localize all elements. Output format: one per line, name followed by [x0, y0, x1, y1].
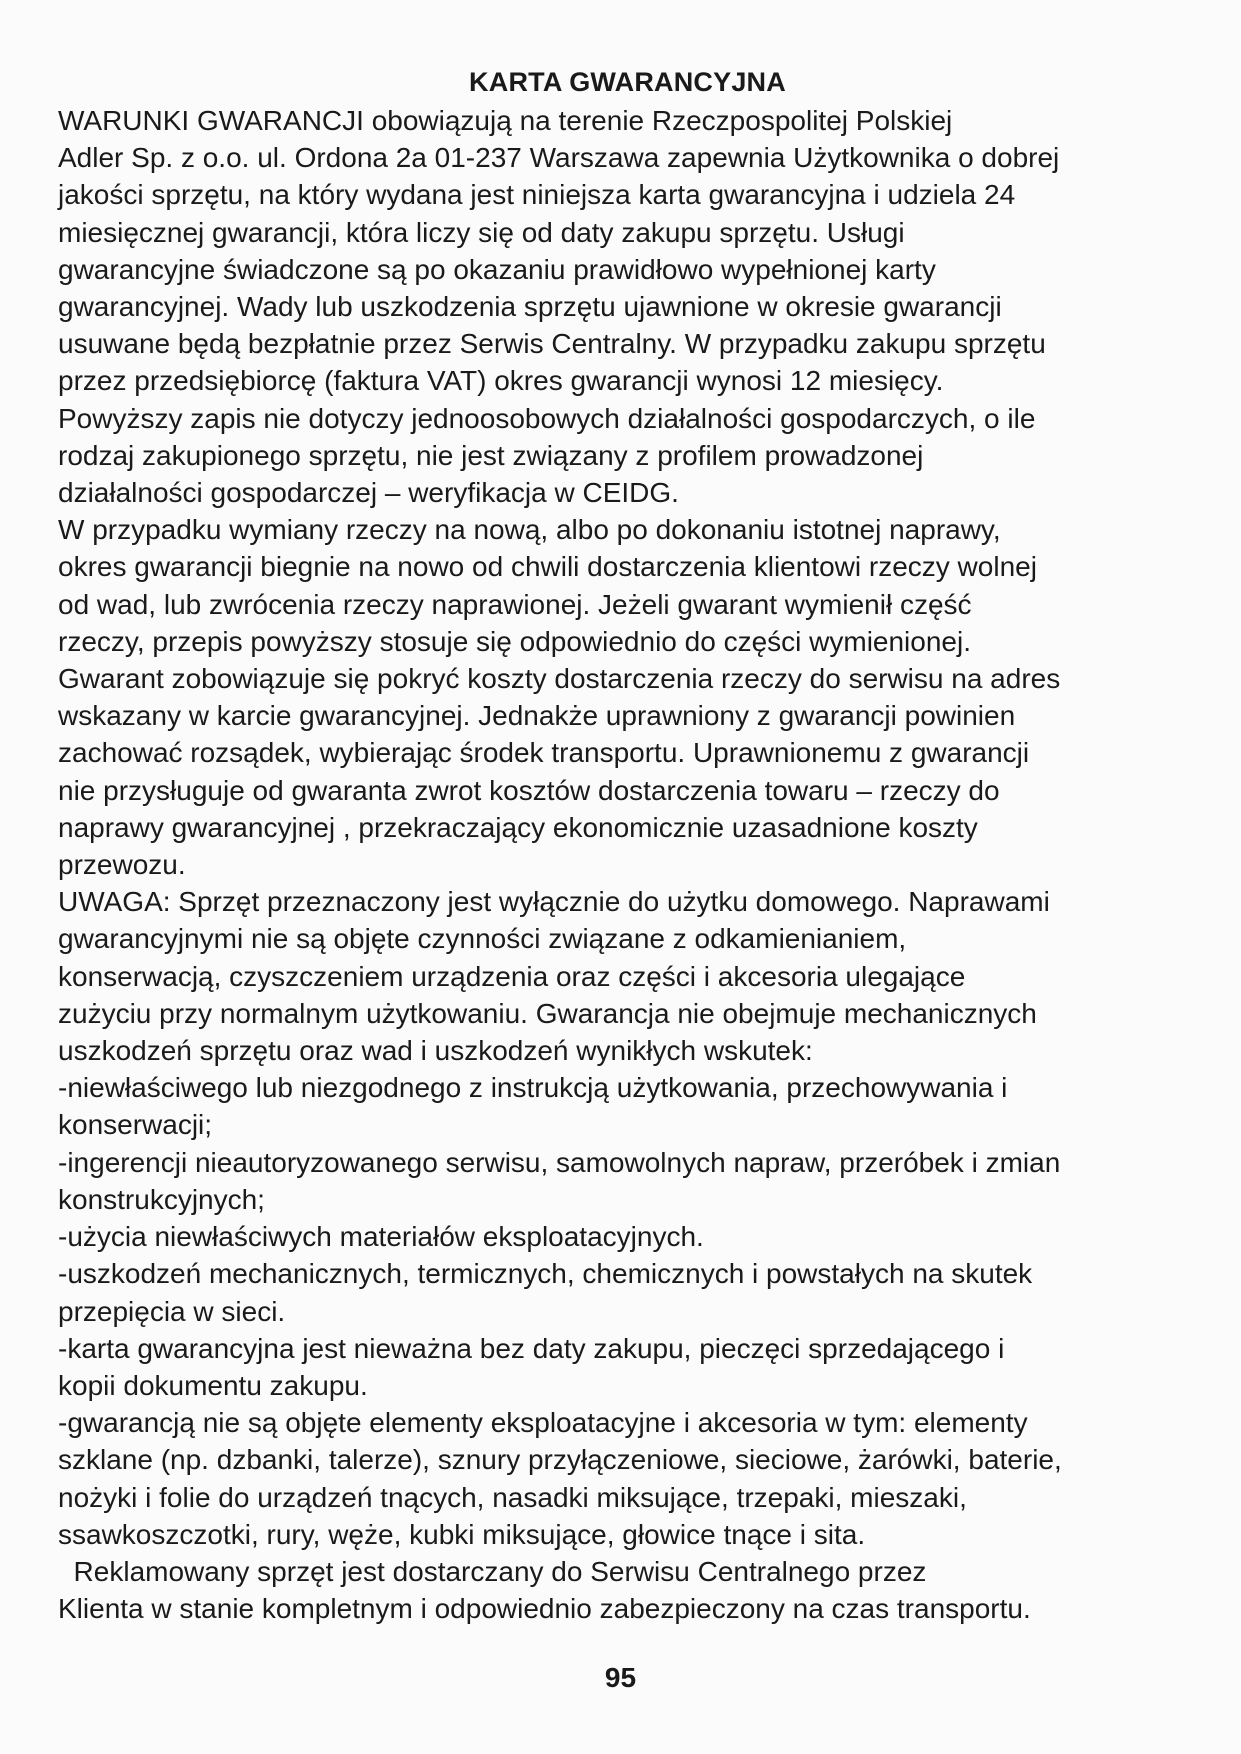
text-line: uszkodzeń sprzętu oraz wad i uszkodzeń wynikłych wskutek:	[58, 1035, 813, 1067]
text-line: gwarancyjnej. Wady lub uszkodzenia sprzętu ujawnione w okresie gwarancji	[58, 291, 1002, 323]
text-line: kopii dokumentu zakupu.	[58, 1369, 368, 1401]
text-line: UWAGA: Sprzęt przeznaczony jest wyłącznie do użytku domowego. Naprawami	[58, 886, 1050, 918]
text-line: miesięcznej gwarancji, która liczy się od daty zakupu sprzętu. Usługi	[58, 216, 905, 248]
text-line: nie przysługuje od gwaranta zwrot kosztów dostarczenia towaru – rzeczy do	[58, 774, 1000, 806]
text-line: rodzaj zakupionego sprzętu, nie jest związany z profilem prowadzonej	[58, 439, 924, 471]
text-line: -użycia niewłaściwych materiałów eksploatacyjnych.	[58, 1221, 704, 1253]
page-number: 95	[604, 1662, 637, 1693]
text-line: wskazany w karcie gwarancyjnej. Jednakże uprawniony z gwarancji powinien	[58, 700, 1016, 732]
text-line: usuwane będą bezpłatnie przez Serwis Centralny. W przypadku zakupu sprzętu	[58, 328, 1046, 360]
text-line: konserwacją, czyszczeniem urządzenia oraz części i akcesoria ulegające	[58, 960, 966, 992]
text-line: -gwarancją nie są objęte elementy eksploatacyjne i akcesoria w tym: elementy	[58, 1407, 1028, 1439]
text-line: zachować rozsądek, wybierając środek transportu. Uprawnionemu z gwarancji	[58, 737, 1030, 769]
text-line: Adler Sp. z o.o. ul. Ordona 2a 01-237 Warszawa zapewnia Użytkownika o dobrej	[58, 142, 1060, 174]
text-line: -niewłaściwego lub niezgodnego z instrukcją użytkowania, przechowywania i	[58, 1072, 1008, 1104]
text-line: naprawy gwarancyjnej , przekraczający ekonomicznie uzasadnione koszty	[58, 811, 978, 843]
text-line: zużyciu przy normalnym użytkowaniu. Gwarancja nie obejmuje mechanicznych	[58, 997, 1037, 1029]
text-line: Klienta w stanie kompletnym i odpowiednio zabezpieczony na czas transportu.	[58, 1593, 1031, 1625]
text-line: Gwarant zobowiązuje się pokryć koszty dostarczenia rzeczy do serwisu na adres	[58, 663, 1061, 695]
text-line: WARUNKI GWARANCJI obowiązują na terenie Rzeczpospolitej Polskiej	[58, 105, 953, 136]
text-line: W przypadku wymiany rzeczy na nową, albo po dokonaniu istotnej naprawy,	[58, 514, 1001, 546]
text-line: -uszkodzeń mechanicznych, termicznych, chemicznych i powstałych na skutek	[58, 1258, 1033, 1290]
warranty-text	[58, 102, 1193, 1627]
text-line: okres gwarancji biegnie na nowo od chwili dostarczenia klientowi rzeczy wolnej	[58, 551, 1037, 583]
text-line: konstrukcyjnych;	[58, 1183, 265, 1215]
text-line: działalności gospodarczej – weryfikacja w CEIDG.	[58, 477, 679, 509]
document-title: KARTA GWARANCYJNA	[469, 67, 786, 97]
text-line: jakości sprzętu, na który wydana jest niniejsza karta gwarancyjna i udziela 24	[58, 179, 1016, 211]
text-line: gwarancyjnymi nie są objęte czynności związane z odkamienianiem,	[58, 923, 907, 955]
text-line: szklane (np. dzbanki, talerze), sznury przyłączeniowe, sieciowe, żarówki, baterie,	[58, 1444, 1062, 1476]
text-line: konserwacji;	[58, 1109, 213, 1141]
text-line: -ingerencji nieautoryzowanego serwisu, samowolnych napraw, przeróbek i zmian	[58, 1146, 1061, 1178]
text-line: rzeczy, przepis powyższy stosuje się odpowiednio do części wymienionej.	[58, 625, 971, 657]
text-line: ssawkoszczotki, rury, węże, kubki miksujące, głowice tnące i sita.	[58, 1518, 866, 1550]
text-line: gwarancyjne świadczone są po okazaniu prawidłowo wypełnionej karty	[58, 253, 936, 285]
text-line: nożyki i folie do urządzeń tnących, nasadki miksujące, trzepaki, mieszaki,	[58, 1481, 967, 1513]
text-line: od wad, lub zwrócenia rzeczy naprawionej. Jeżeli gwarant wymienił część	[58, 588, 972, 620]
text-line: przewozu.	[58, 849, 186, 881]
document-body	[58, 62, 1193, 1627]
text-line: przez przedsiębiorcę (faktura VAT) okres gwarancji wynosi 12 miesięcy.	[58, 365, 944, 397]
text-line: -karta gwarancyjna jest nieważna bez daty zakupu, pieczęci sprzedającego i	[58, 1332, 1005, 1364]
text-line: Powyższy zapis nie dotyczy jednoosobowych działalności gospodarczych, o ile	[58, 402, 1036, 434]
text-line: przepięcia w sieci.	[58, 1295, 286, 1327]
text-line: Reklamowany sprzęt jest dostarczany do Serwisu Centralnego przez	[58, 1555, 927, 1587]
